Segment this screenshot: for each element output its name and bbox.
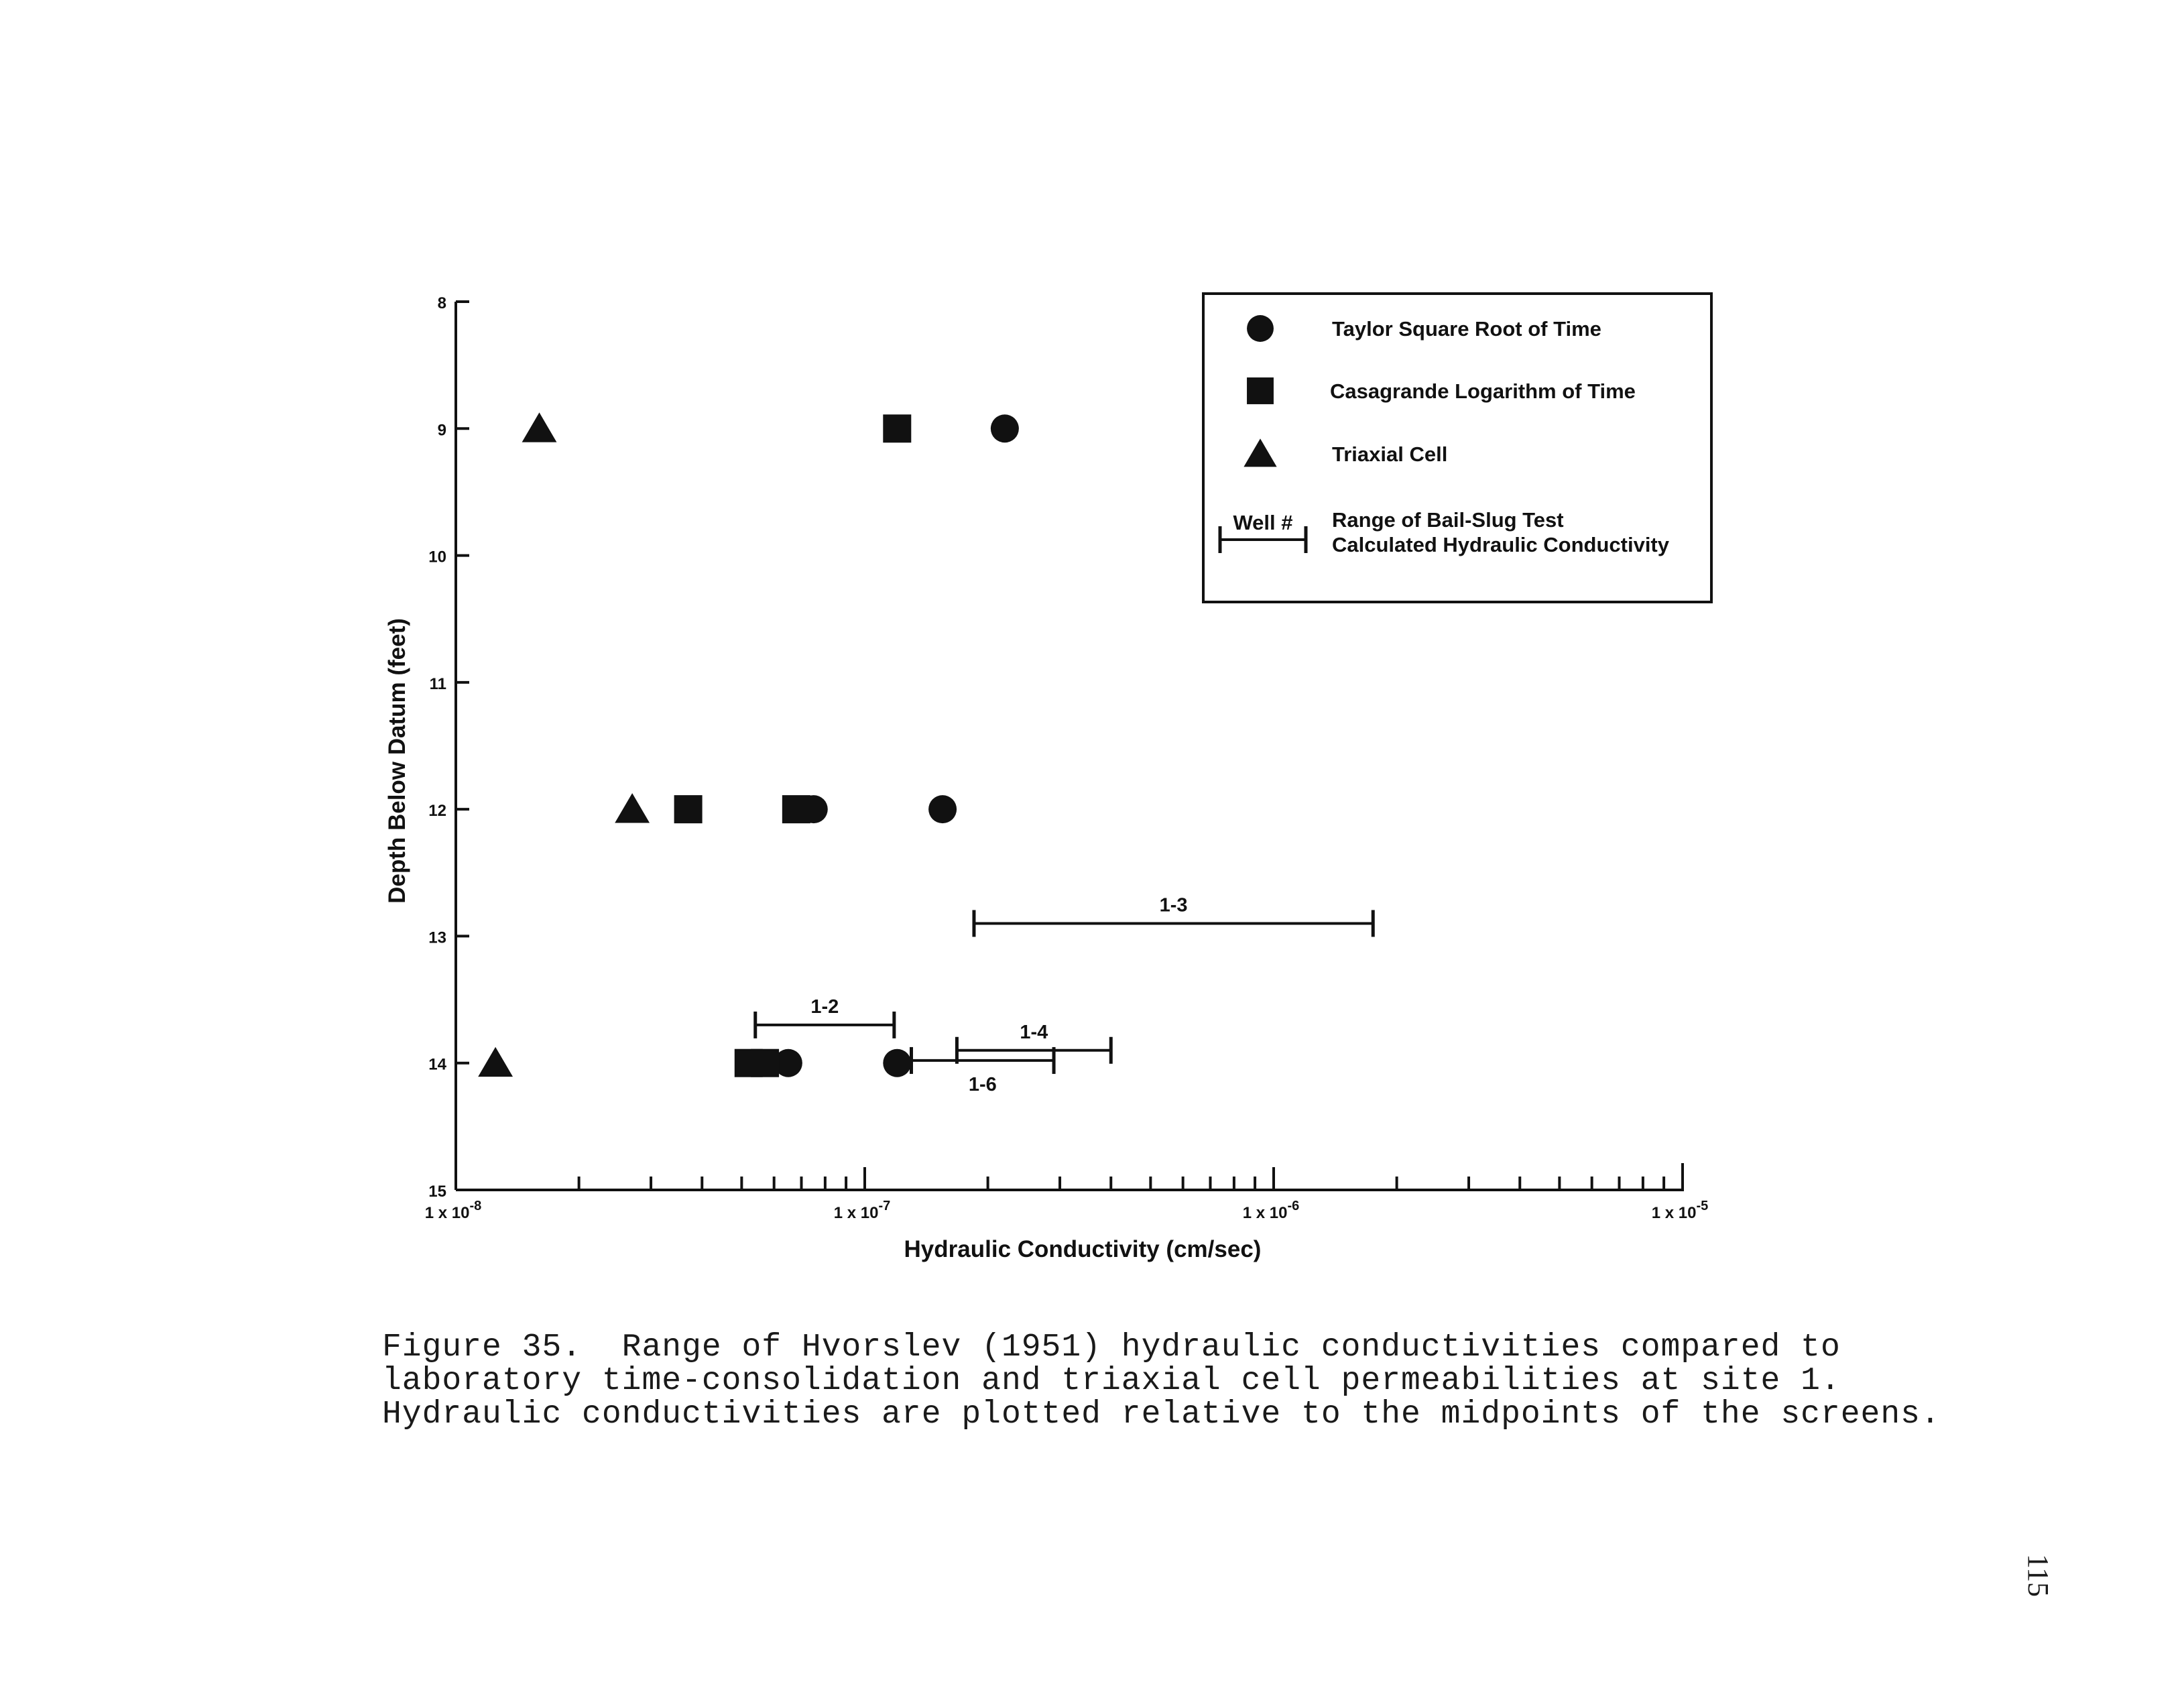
x-tick-base: 1 x 10: [424, 1204, 470, 1222]
caption-line-2: laboratory time-consolidation and triaxial cell permeabilities at site 1.: [382, 1363, 1841, 1399]
range-label: 1-3: [1159, 894, 1188, 916]
y-tick-label: 13: [428, 928, 446, 947]
legend-label: Casagrande Logarithm of Time: [1330, 379, 1636, 403]
triangle-marker: [615, 793, 650, 823]
square-marker: [674, 795, 703, 823]
legend-circle-marker: [1247, 315, 1274, 342]
legend-square-marker: [1247, 377, 1274, 404]
x-tick-label: [425, 1199, 482, 1222]
figure-caption: [382, 1331, 1991, 1431]
x-axis-label: Hydraulic Conductivity (cm/sec): [904, 1236, 1262, 1262]
range-label: 1-4: [1020, 1021, 1048, 1043]
y-tick-label: 14: [428, 1055, 446, 1074]
x-tick-base: 1 x 10: [833, 1204, 879, 1222]
circle-marker: [928, 795, 957, 823]
x-tick-label: [1243, 1199, 1300, 1222]
square-marker: [883, 414, 911, 442]
caption-line-1: Figure 35. Range of Hvorslev (1951) hydraulic conductivities compared to: [382, 1329, 1841, 1366]
legend-label: Triaxial Cell: [1332, 442, 1448, 466]
triangle-marker: [522, 412, 557, 442]
y-tick-label: 15: [428, 1183, 446, 1201]
y-tick-label: 10: [428, 548, 446, 566]
circle-marker: [883, 1049, 911, 1077]
x-tick-base: 1 x 10: [1242, 1204, 1288, 1222]
square-marker: [782, 795, 810, 823]
circle-marker: [991, 414, 1019, 442]
caption-line-3: Hydraulic conductivities are plotted relative to the midpoints of the screens.: [382, 1396, 1941, 1433]
legend-label: Taylor Square Root of Time: [1332, 317, 1601, 341]
x-tick-exponent: -8: [469, 1199, 482, 1213]
x-tick-label: [1652, 1199, 1709, 1222]
x-tick-exponent: -6: [1287, 1199, 1300, 1213]
x-tick-exponent: -5: [1696, 1199, 1709, 1213]
legend-label: Range of Bail-Slug Test: [1332, 508, 1564, 532]
plot-marks: [478, 412, 1019, 1077]
page-number: 115: [2022, 1553, 2055, 1598]
y-tick-label: 8: [437, 294, 446, 312]
y-tick-label: 12: [428, 802, 446, 821]
y-tick-label: 11: [429, 674, 446, 693]
legend: [1203, 294, 1711, 602]
x-tick-exponent: -7: [878, 1199, 891, 1213]
x-tick-base: 1 x 10: [1651, 1204, 1697, 1222]
y-axis-label: Depth Below Datum (feet): [384, 618, 410, 904]
range-label: 1-2: [810, 996, 839, 1018]
x-tick-label: [834, 1199, 891, 1222]
legend-label: Calculated Hydraulic Conductivity: [1332, 533, 1669, 556]
y-tick-label: 9: [437, 421, 446, 440]
legend-range-symbol-label: Well #: [1233, 511, 1293, 534]
axes: [384, 294, 1708, 1262]
range-bars: [755, 895, 1373, 1095]
square-marker: [751, 1049, 779, 1077]
legend-triangle-marker: [1243, 438, 1276, 467]
triangle-marker: [478, 1047, 513, 1077]
range-label: 1-6: [968, 1073, 997, 1095]
